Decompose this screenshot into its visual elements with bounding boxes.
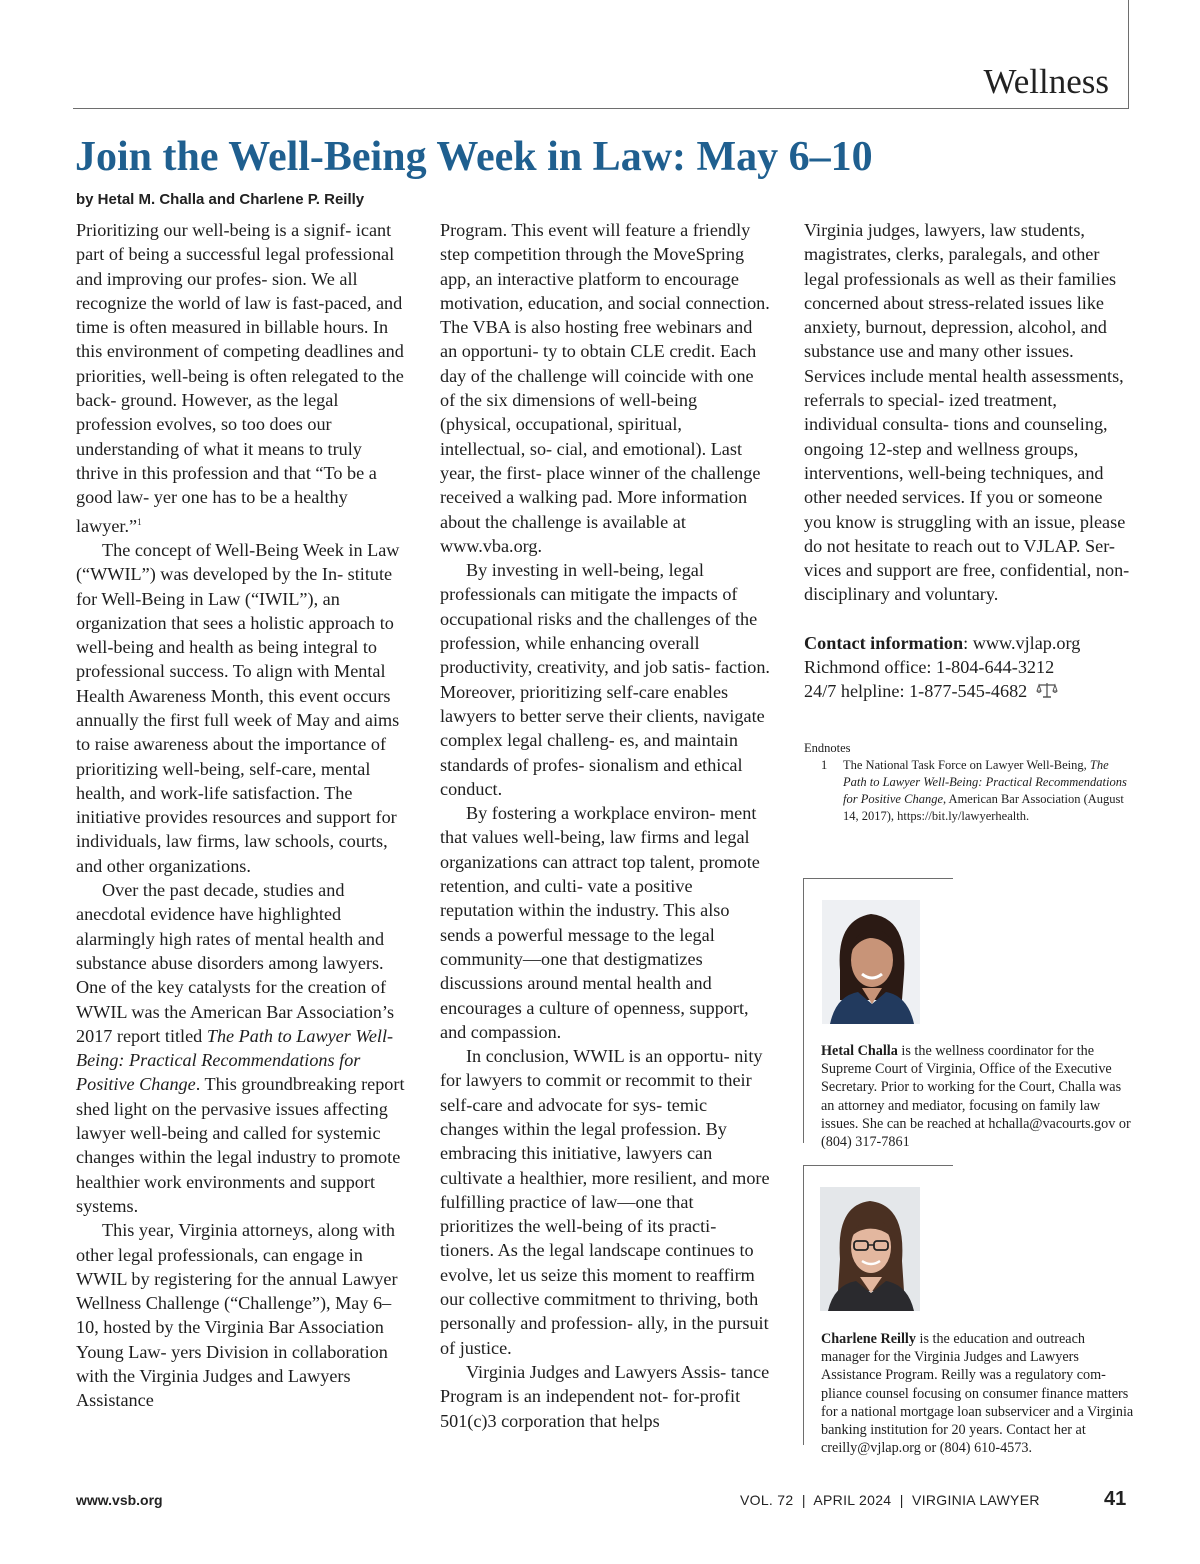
endnote-source[interactable]: , American Bar Association (August 14, 2017), https://bit.ly/lawyerhealth. [843,792,1124,823]
endnote-title: The Path to Lawyer Well-Being: Practical Recommendations for Positive Change [843,758,1127,806]
endnote-number: 1 [821,758,828,772]
article-byline: by Hetal M. Challa and Charlene P. Reilly [76,191,365,208]
footnote-ref[interactable]: 1 [137,516,142,527]
author-photo-hetal-challa [822,900,920,1024]
author-bio-charlene-reilly [821,1330,1137,1457]
endnote-author: The National Task Force on Lawyer Well-Being, [843,758,1090,772]
portrait-illustration [822,900,920,1024]
endnote-item [821,757,1134,825]
footer-website-link[interactable]: www.vsb.org [76,1492,163,1508]
paragraph [76,878,408,1218]
contact-url-line [804,631,1134,655]
bio-2-side-rule [803,1165,804,1445]
contact-url[interactable]: : www.vjlap.org [963,632,1081,653]
paragraph-text: . This groundbreaking report shed light on the pervasive issues affecting lawyer well-being and called for systemic changes within the legal industry to promote healthier work environments and support systems. [76,1074,405,1216]
section-header-rule [73,108,1129,109]
contact-helpline: 24/7 helpline: 1-877-545-4682 [804,681,1028,702]
endnote-text [843,757,1134,825]
contact-helpline-line [804,679,1134,703]
bio-text: is the education and outreach manager for the Virginia Judges and Lawyers Assistance Program. Reilly was a regulatory com- pliance counsel focusing on consumer finance matters for a national mortgage loan subservicer and a Virginia banking institution for 20 years. Contact her at creilly@vjlap.org or (804) 610-4573. [821,1331,1134,1457]
author-photo-charlene-reilly [820,1187,920,1311]
page-number: 41 [1104,1488,1127,1510]
section-label: Wellness [983,62,1109,101]
bio-name: Hetal Challa [821,1043,898,1059]
bio-name: Charlene Reilly [821,1331,916,1347]
contact-office: Richmond office: 1-804-644-3212 [804,657,1055,678]
bio-2-top-rule [803,1165,953,1166]
author-bio-hetal-challa [821,1042,1137,1151]
paragraph: By fostering a workplace environ- ment that values well-being, law firms and legal organizations can attract top talent, promote retention, and culti- vate a positive reputation within the industry. This also sends a powerful message to the legal community—one that destigmatizes discussions around mental health and encourages a culture of openness, support, and compassion. [440,803,760,1042]
article-column-3 [804,218,1134,704]
paragraph-text: Over the past decade, studies and anecdotal evidence have highlighted alarmingly high rates of mental health and substance abuse disorders among lawyers. One of the key catalysts for the creation of WWIL was the American Bar Association’s 2017 report titled [76,880,395,1046]
paragraph: Virginia Judges and Lawyers Assis- tance Program is an independent not- for-profit 501(c)3 corporation that helps [440,1361,770,1431]
paragraph-text: Prioritizing our well-being is a signif- icant part of being a successful legal professional and improving our profes- sion. We all recognize the world of law is fast-paced, and time is often measured in billable hours. In this environment of competing deadlines and priorities, well-being is often relegated to the back- ground. However, as the legal profession evolves, so too does our understanding of what it means to truly thrive in this profession and that “To be a good law- yer one has to be a healthy lawyer.” [76,220,404,536]
paragraph: This year, Virginia attorneys, along with other legal professionals, can engage in WWIL by registering for the annual Lawyer Wellness Challenge (“Challenge”), May 6–10, hosted by the Virginia Bar Association Young Law- yers Division in collaboration with the Virginia Judges and Lawyers Assistance [76,1220,398,1411]
paragraph: Virginia judges, lawyers, law students, magistrates, clerks, paralegals, and other legal professionals as well as their families concerned about stress-related issues like anxiety, burnout, depression, alcohol, and substance use and many other issues. Services include mental health assessments, referrals to special- ized treatment, individual consulta- tions and counseling, ongoing 12-step and wellness groups, interventions, well-being techniques, and other needed services. If you or someone you know is struggling with an issue, please do not hesitate to reach out to VJLAP. Ser- vices and support are free, confidential, non-disciplinary and voluntary. [804,220,1130,605]
section-vertical-rule [1128,0,1129,109]
bio-1-top-rule [803,878,953,879]
report-title: The Path to Lawyer Well-Being: Practical Recommendations for Positive Change [76,1025,394,1095]
contact-information [804,631,1134,704]
article-column-1 [76,218,408,1413]
article-headline: Join the Well-Being Week in Law: May 6–10 [75,134,873,180]
contact-label: Contact information [804,632,964,653]
footer-issue-info: VOL. 72 | APRIL 2024 | VIRGINIA LAWYER [740,1492,1040,1508]
bio-text: is the wellness coordinator for the Supreme Court of Virginia, Office of the Executive Secretary. Prior to working for the Court, Challa was an attorney and mediator, focusing on family law issues. She can be reached at hchalla@vacourts.gov or (804) 317-7861 [821,1043,1131,1151]
paragraph: In conclusion, WWIL is an opportu- nity for lawyers to commit or recommit to their self-care and advocate for sys- temic changes within the legal profession. By embracing this initiative, lawyers can cultivate a healthier, more resilient, and more fulfilling practice of law—one that prioritizes the well-being of its practi- tioners. As the legal landscape continues to evolve, let us seize this moment to reaffirm our collective commitment to thriving, both personally and profession- ally, in the pursuit of justice. [440,1046,770,1358]
endnotes-title: Endnotes [804,741,851,755]
portrait-illustration [820,1187,920,1311]
paragraph [76,218,408,538]
scales-of-justice-icon [1036,681,1058,699]
paragraph: By investing in well-being, legal professionals can mitigate the impacts of occupational risks and the challenges of the profession, while enhancing overall productivity, creativity, and job satis- faction. Moreover, prioritizing self-care enables lawyers to better serve their clients, navigate complex legal challeng- es, and maintain standards of profes- sionalism and ethical conduct. [440,560,770,799]
endnotes [804,740,1134,825]
paragraph: The concept of Well-Being Week in Law (“WWIL”) was developed by the In- stitute for Well-Being in Law (“IWIL”), an organization that sees a holistic approach to well-being and health as being integral to professional success. To align with Mental Health Awareness Month, this event occurs annually the first full week of May and aims to raise awareness about the importance of prioritizing well-being, self-care, mental health, and work-life satisfaction. The initiative provides resources and support for individuals, law firms, law schools, courts, and other organizations. [76,539,400,876]
paragraph: Program. This event will feature a friendly step competition through the MoveSpring app, an interactive platform to encourage motivation, education, and social connection. The VBA is also hosting free webinars and an opportuni- ty to obtain CLE credit. Each day of the challenge will coincide with one of the six dimensions of well-being (physical, occupational, spiritual, intellectual, so- cial, and emotional). Last year, the first- place winner of the challenge received a walking pad. More information about the challenge is available at www.vba.org. [440,220,770,556]
bio-1-side-rule [803,878,804,1143]
article-column-2 [440,218,770,1433]
